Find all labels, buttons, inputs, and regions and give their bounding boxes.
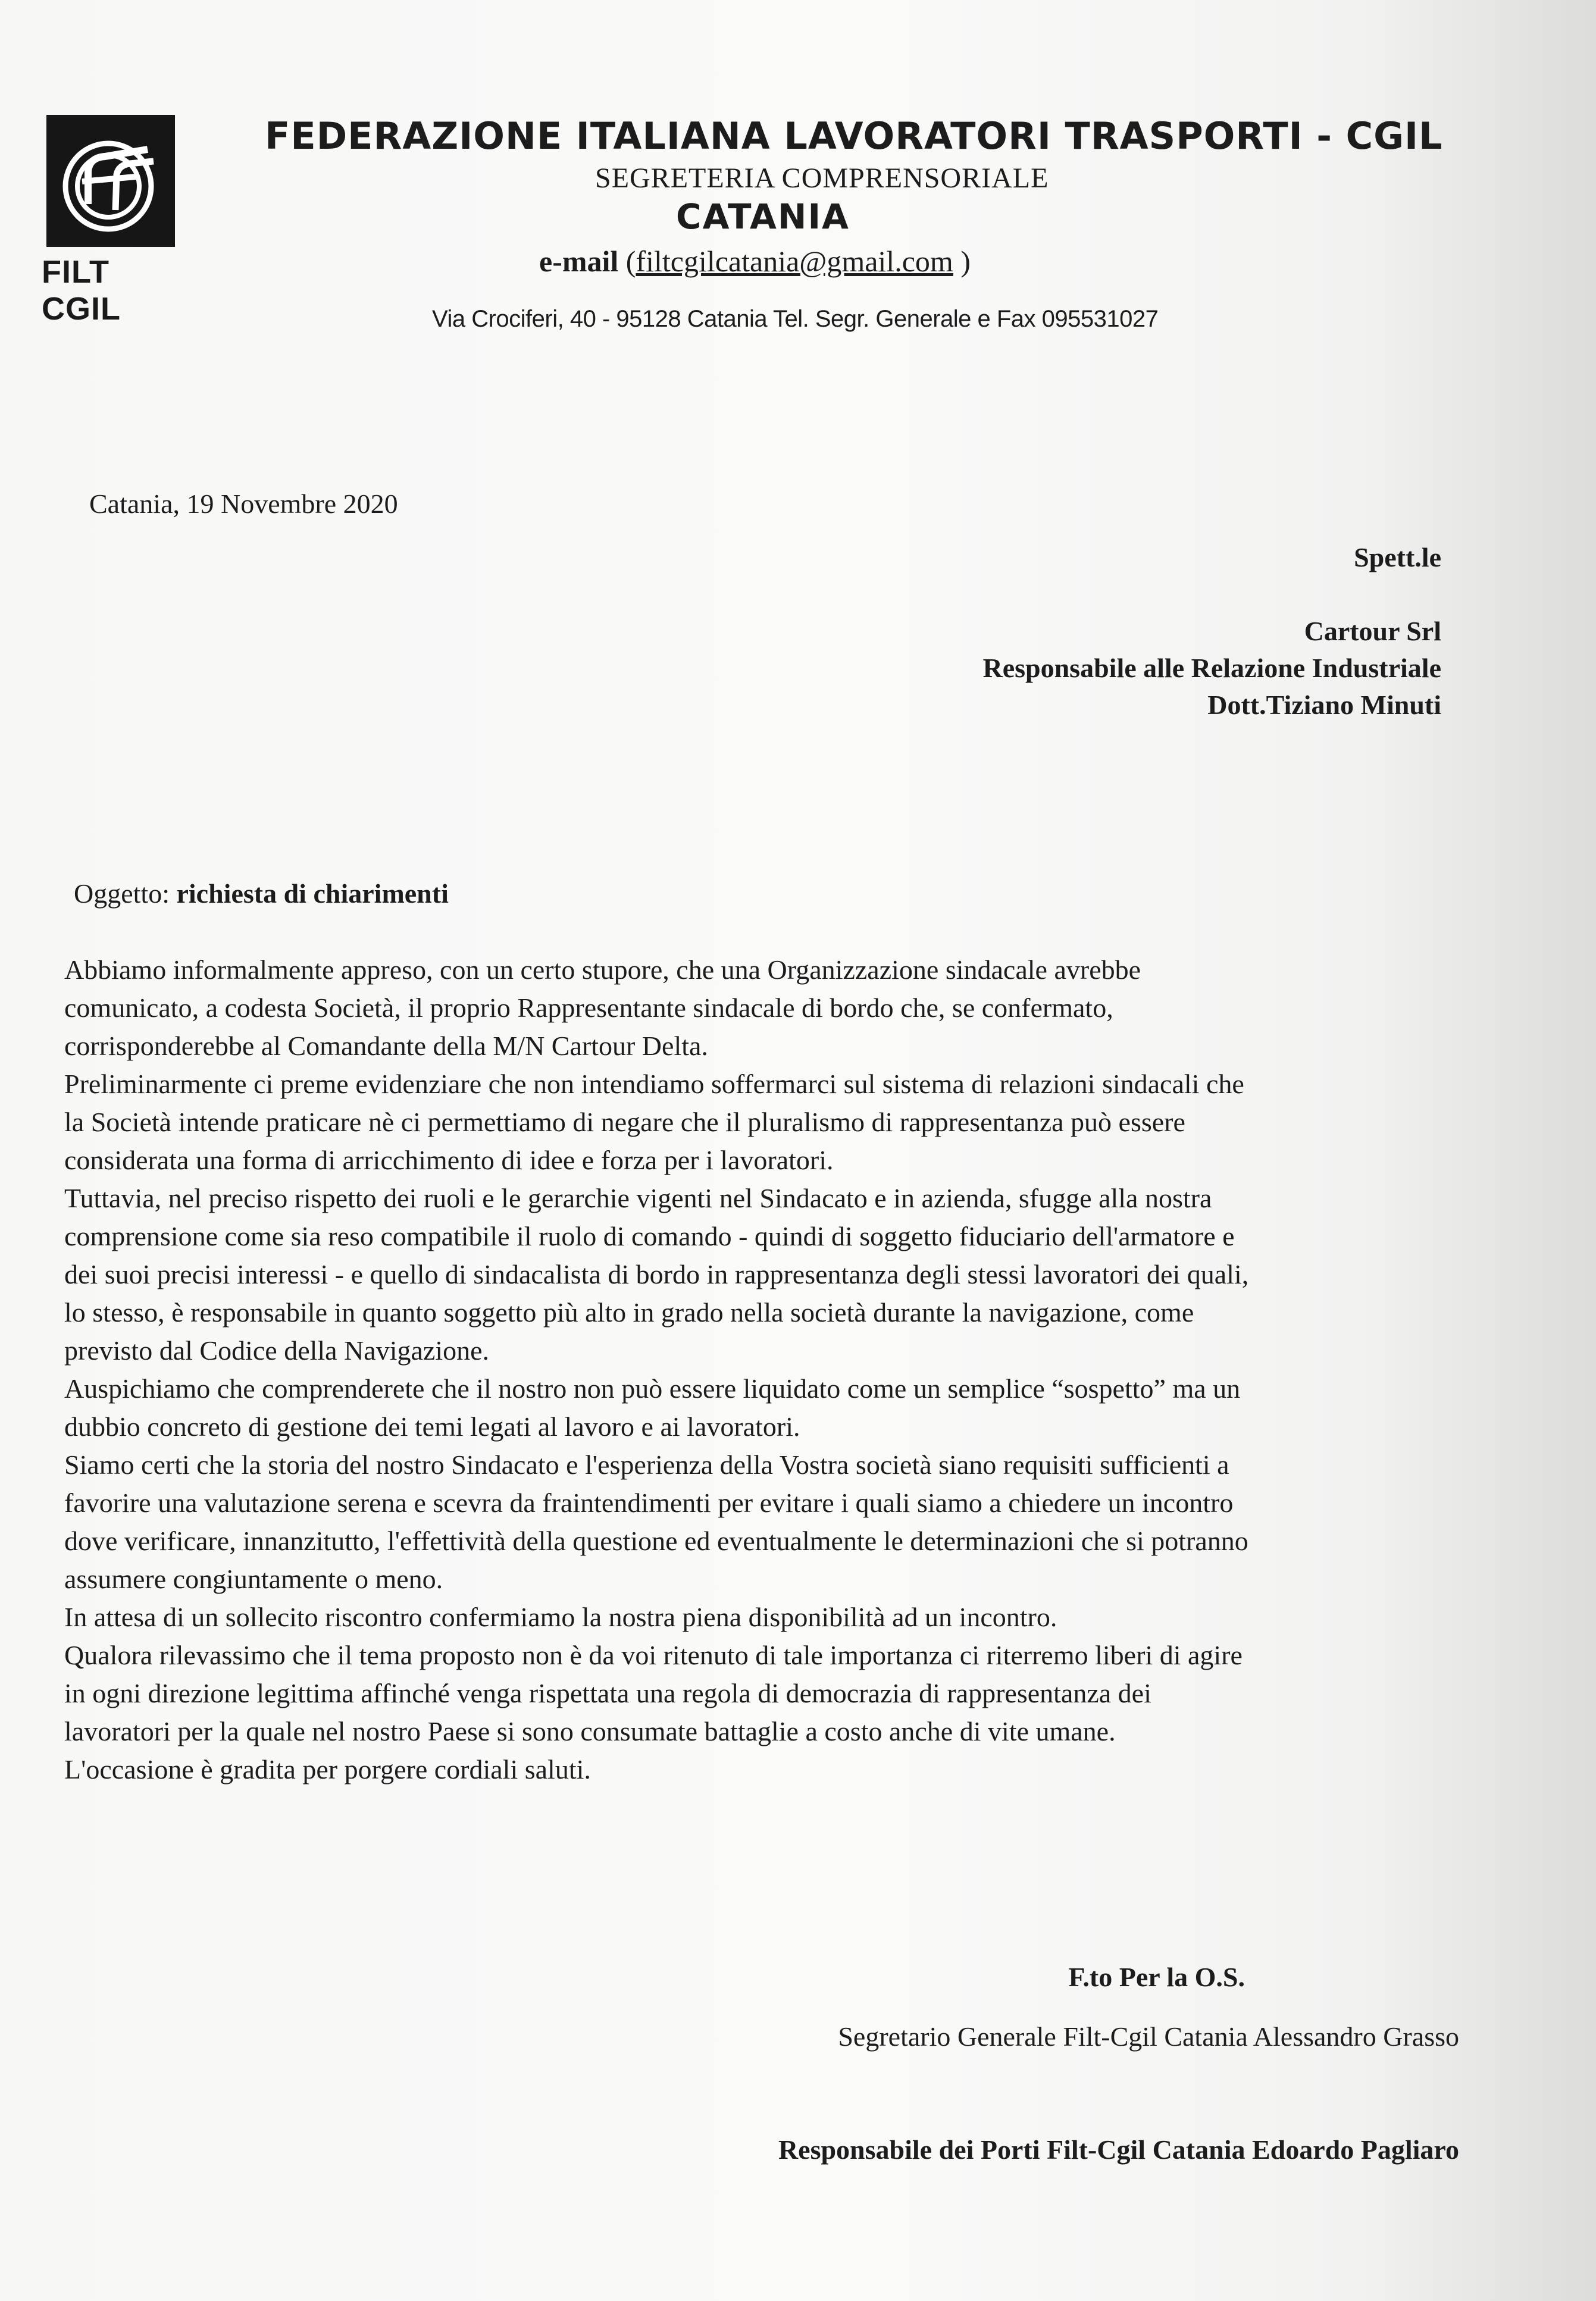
body-line: considerata una forma di arricchimento di idee e forza per i lavoratori. [64,1145,834,1175]
body-line: comprensione come sia reso compatibile il ruolo di comando - quindi di soggetto fiduciario dell'armatore e [64,1221,1235,1251]
body-line: dove verificare, innanzitutto, l'effettività della questione ed eventualmente le determinazioni che si potranno [64,1526,1248,1556]
body-line: lo stesso, è responsabile in quanto soggetto più alto in grado nella società durante la navigazione, come [64,1297,1194,1328]
body-line: favorire una valutazione serena e scevra da fraintendimenti per evitare i quali siamo a chiedere un incontro [64,1488,1234,1518]
subject-label: Oggetto: [74,878,170,909]
body-line: dubbio concreto di gestione dei temi legati al lavoro e ai lavoratori. [64,1411,800,1442]
letter-body [64,951,1469,1789]
body-line: Auspichiamo che comprenderete che il nostro non può essere liquidato come un semplice “sospetto” ma un [64,1373,1241,1404]
body-line: assumere congiuntamente o meno. [64,1564,443,1594]
body-line: previsto dal Codice della Navigazione. [64,1335,490,1366]
body-line: comunicato, a codesta Società, il proprio Rappresentante sindacale di bordo che, se confermato, [64,993,1113,1023]
body-line: Abbiamo informalmente appreso, con un certo stupore, che una Organizzazione sindacale avrebbe [64,954,1141,985]
email-label: e-mail [539,245,619,278]
filt-cgil-logo-icon [46,115,175,247]
signature-secretary: Segretario Generale Filt-Cgil Catania Alessandro Grasso [838,2021,1459,2052]
body-line: In attesa di un sollecito riscontro confermiamo la nostra piena disponibilità ad un incontro. [64,1602,1057,1632]
signature-ports-manager: Responsabile dei Porti Filt-Cgil Catania Edoardo Pagliaro [778,2134,1459,2165]
body-line: in ogni direzione legittima affinché venga rispettata una regola di democrazia di rappresentanza dei [64,1678,1151,1708]
segreteria-label: SEGRETERIA COMPRENSORIALE [595,162,1049,194]
body-line: corrisponderebbe al Comandante della M/N Cartour Delta. [64,1031,708,1061]
email-paren-open: ( [625,245,636,278]
recipient-salutation: Spett.le [1354,542,1441,572]
body-line: Siamo certi che la storia del nostro Sindacato e l'esperienza della Vostra società siano requisiti sufficienti a [64,1450,1229,1480]
body-line: Preliminarmente ci preme evidenziare che non intendiamo soffermarci sul sistema di relazioni sindacali che [64,1069,1244,1099]
recipient-company: Cartour Srl [1304,616,1441,646]
body-line: lavoratori per la quale nel nostro Paese si sono consumate battaglie a costo anche di vite umane. [64,1716,1116,1746]
email-link[interactable]: filtcgilcatania@gmail.com [636,245,953,278]
email-line [539,244,1253,278]
signature-fto: F.to Per la O.S. [1068,1962,1245,1992]
subject-line [74,878,966,909]
subject-text: richiesta di chiarimenti [176,878,449,909]
recipient-role: Responsabile alle Relazione Industriale [982,653,1441,683]
body-line: la Società intende praticare nè ci permettiamo di negare che il pluralismo di rappresentanza può essere [64,1107,1185,1137]
logo-text: FILT CGIL [42,254,121,327]
city-label: CATANIA [676,196,850,237]
body-line: dei suoi precisi interessi - e quello di sindacalista di bordo in rappresentanza degli stessi lavoratori dei quali, [64,1259,1249,1289]
address-line: Via Crociferi, 40 - 95128 Catania Tel. Segr. Generale e Fax 095531027 [432,306,1159,332]
org-name: FEDERAZIONE ITALIANA LAVORATORI TRASPORTI - CGIL [265,114,1443,158]
recipient-block [608,539,1441,724]
body-line: Tuttavia, nel preciso rispetto dei ruoli e le gerarchie vigenti nel Sindacato e in azienda, sfugge alla nostra [64,1183,1212,1213]
body-line: L'occasione è gradita per porgere cordiali saluti. [64,1754,591,1785]
email-paren-close: ) [960,245,971,278]
letter-date: Catania, 19 Novembre 2020 [89,489,398,519]
recipient-name: Dott.Tiziano Minuti [1207,690,1441,720]
body-line: Qualora rilevassimo che il tema proposto non è da voi ritenuto di tale importanza ci riterremo liberi di agire [64,1640,1243,1670]
